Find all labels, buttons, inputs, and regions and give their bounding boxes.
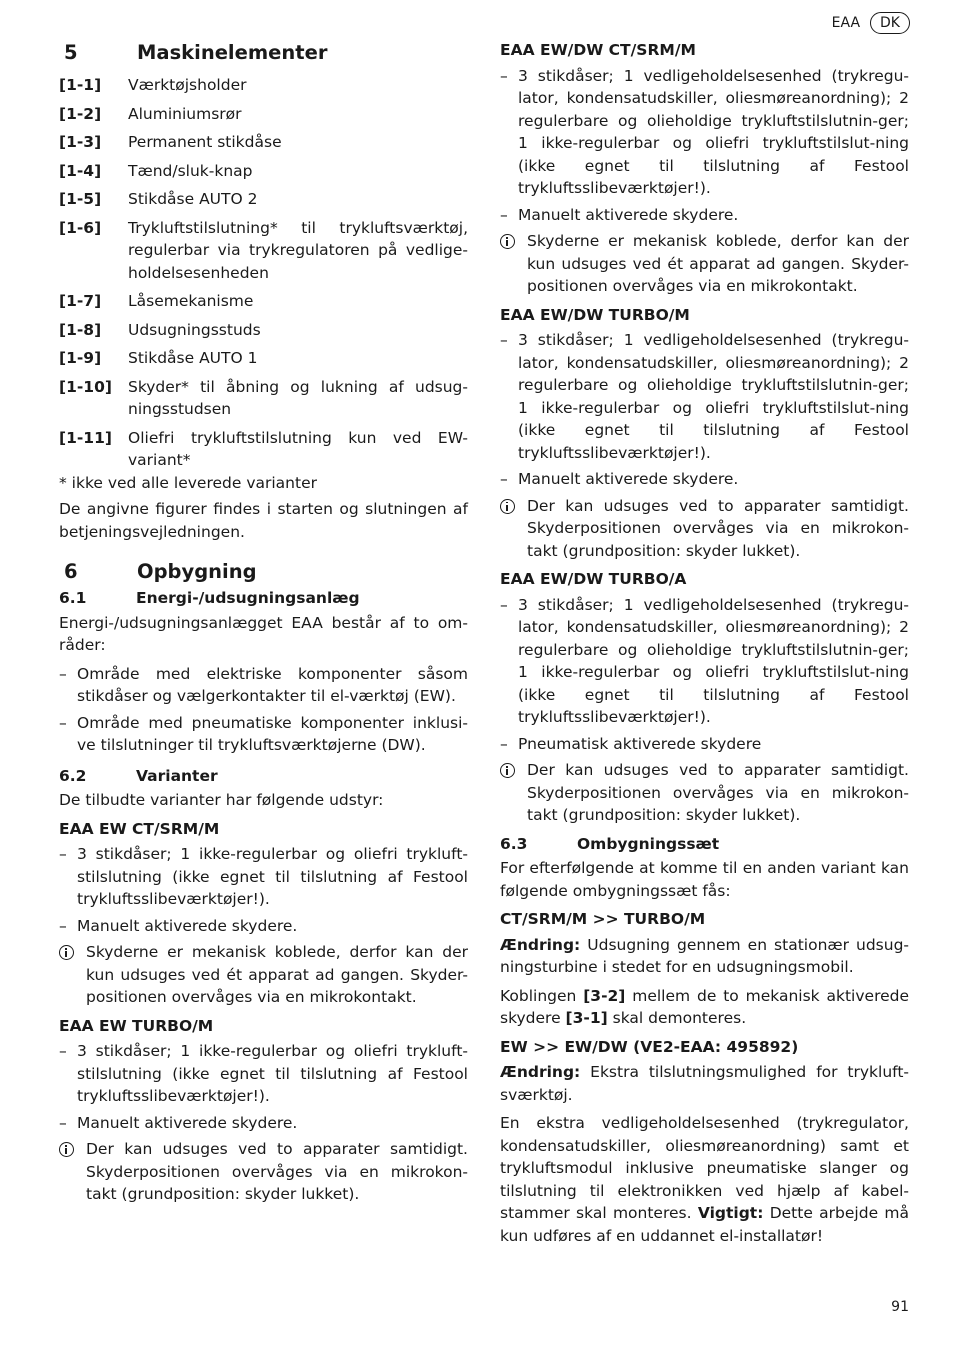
info-icon [500, 234, 515, 249]
part-item [59, 376, 468, 421]
page-number: 91 [891, 1299, 909, 1315]
section-6-heading [59, 557, 468, 587]
footnote: * ikke ved alle leverede varianter [59, 473, 317, 492]
list-item: – Område med elektriske komponenter såsom stikdåser og vælgerkontakter til el-værktøj (EW). [59, 663, 468, 708]
important-label: Vigtigt: [697, 1204, 764, 1222]
list-item: – Manuelt aktiverede skydere. [59, 1112, 468, 1135]
part-item [59, 131, 468, 154]
subsection-number: 6.2 [59, 766, 87, 785]
list-item-text: 3 stikdåser; 1 ikke-regulerbar og oliefri trykluft-stilslutning (ikke egnet til tilslutning af Festool trykluftsslibeværktøjer!). [77, 1042, 468, 1105]
subsection-6-3-heading [500, 833, 909, 856]
list-item: – 3 stikdåser; 1 vedligeholdelsesenhed (trykregu-lator, kondensatudskiller, oliesmøreanordning); 2 regulerbare og olieholdige trykluftstilslutnin-ger; 1 ikke-regulerbar og oliefri trykluftstilslut-ning (ikke egnet til tilslutning af Festool trykluftsslibeværktøjer!). [500, 329, 909, 464]
part-ref: [1-7] [59, 292, 102, 310]
part-text: Oliefri trykluftstilslutning kun ved EW-variant* [128, 428, 468, 469]
part-text: Udsugningsstuds [128, 320, 261, 339]
change-label: Ændring: [500, 935, 581, 954]
part-ref: [1-9] [59, 349, 102, 367]
variant-title: EAA EW TURBO/M [59, 1016, 214, 1035]
language-badge: DK [870, 12, 910, 34]
text-segment: skal demonteres. [607, 1009, 747, 1027]
part-text: Låsemekanisme [128, 292, 254, 310]
list-item-text: Manuelt aktiverede skydere. [518, 205, 739, 224]
part-ref: [1-3] [59, 133, 102, 151]
list-item: – Pneumatisk aktiverede skydere [500, 733, 909, 756]
page-header [832, 12, 910, 35]
left-column [59, 38, 468, 1210]
list-item: – Område med pneumatiske komponenter inklusi-ve tilslutninger til trykluftsværktøjerne (DW). [59, 712, 468, 757]
section-5-heading [59, 38, 468, 68]
part-ref: [1-10] [59, 377, 112, 396]
part-text: Tænd/sluk-knap [128, 161, 253, 180]
change-text: Udsugning gennem en stationær udsug-ningsturbine i stedet for en udsugningsmobil. [500, 935, 909, 976]
header-product: EAA [831, 15, 861, 31]
subsection-6-1-heading [59, 587, 468, 610]
list-item-text: Manuelt aktiverede skydere. [77, 916, 298, 935]
part-ref: [1-11] [59, 428, 112, 447]
figures-note: De angivne figurer findes i starten og slutningen af betjeningsvejledningen. [59, 500, 468, 541]
change-paragraph [500, 934, 909, 979]
parts-list [59, 74, 468, 472]
change-label: Ændring: [500, 1063, 581, 1081]
list-item-text: 3 stikdåser; 1 ikke-regulerbar og oliefri trykluft-stilslutning (ikke egnet til tilslutning af Festool trykluftsslibeværktøjer!). [77, 845, 468, 908]
part-text: Stikdåse AUTO 1 [128, 349, 258, 367]
part-ref: [1-5] [59, 190, 102, 208]
list-item: – Manuelt aktiverede skydere. [500, 204, 909, 227]
list-item: – 3 stikdåser; 1 vedligeholdelsesenhed (trykregu-lator, kondensatudskiller, oliesmøreanordning); 2 regulerbare og olieholdige trykluftstilslutnin-ger; 1 ikke-regulerbar og oliefri trykluftstilslut-ning (ikke egnet til tilslutning af Festool trykluftsslibeværktøjer!). [500, 65, 909, 200]
variant-title: EAA EW/DW TURBO/A [500, 570, 687, 588]
text-segment: mellem de to mekanisk aktiverede skydere [500, 986, 910, 1027]
info-note [500, 230, 909, 298]
subsection-6-2-heading [59, 765, 468, 788]
subsection-title: Ombygningssæt [577, 834, 720, 853]
info-note [59, 941, 468, 1009]
part-text: Skyder* til åbning og lukning af udsug-ningsstudsen [128, 377, 468, 418]
info-note [500, 495, 909, 563]
info-icon [500, 499, 515, 514]
list-item-text: Område med elektriske komponenter såsom stikdåser og vælgerkontakter til el-værktøj (EW). [77, 664, 468, 705]
part-text: Trykluftstilslutning* til trykluftsværktøj, regulerbar via trykregulatoren på vedlige-holdelsesenheden [128, 218, 468, 282]
part-item [59, 160, 468, 183]
subsection-number: 6.1 [59, 589, 87, 607]
part-ref: [1-6] [59, 218, 102, 237]
intro-text: Energi-/udsugningsanlægget EAA består af to om-råder: [59, 613, 468, 654]
variant-title: EAA EW/DW TURBO/M [500, 305, 690, 324]
text-segment: Dette arbejde må kun udføres af en uddannet el-installatør! [500, 1204, 909, 1245]
list-item-text: Manuelt aktiverede skydere. [518, 470, 739, 488]
list-item-text: Pneumatisk aktiverede skydere [518, 734, 762, 753]
intro-text: De tilbudte varianter har følgende udstyr: [59, 791, 384, 809]
list-item-text: 3 stikdåser; 1 vedligeholdelsesenhed (trykregu-lator, kondensatudskiller, oliesmøreanordning); 2 regulerbare og olieholdige trykluftstilslutnin-ger; 1 ikke-regulerbar og oliefri trykluftstilslut-ning (ikke egnet til tilslutning af Festool trykluftsslibeværktøjer!). [518, 66, 909, 197]
info-text: Der kan udsuges ved to apparater samtidigt. Skyderpositionen overvåges via en mikrokon-takt (grundposition: skyder lukket). [527, 496, 909, 560]
kit-title: CT/SRM/M >> TURBO/M [500, 910, 706, 928]
intro-text: For efterfølgende at komme til en anden variant kan følgende ombygningssæt fås: [500, 859, 909, 900]
subsection-title: Varianter [136, 766, 218, 785]
part-ref: [1-8] [59, 320, 102, 339]
part-item [59, 319, 468, 342]
right-column [500, 39, 909, 1253]
list-item: – 3 stikdåser; 1 vedligeholdelsesenhed (trykregu-lator, kondensatudskiller, oliesmøreanordning); 2 regulerbare og olieholdige trykluftstilslutnin-ger; 1 ikke-regulerbar og oliefri trykluftstilslut-ning (ikke egnet til tilslutning af Festool trykluftsslibeværktøjer!). [500, 594, 909, 729]
list-item: – Manuelt aktiverede skydere. [500, 468, 909, 491]
part-ref: [1-4] [59, 161, 102, 180]
list-item-text: Manuelt aktiverede skydere. [77, 1113, 298, 1132]
figure-ref: [3-1] [565, 1009, 608, 1027]
part-ref: [1-1] [59, 76, 102, 94]
part-item [59, 290, 468, 313]
coupling-paragraph [500, 985, 909, 1030]
part-item [59, 188, 468, 211]
variant-title: EAA EW CT/SRM/M [59, 819, 220, 838]
section-number: 6 [64, 560, 78, 583]
info-text: Der kan udsuges ved to apparater samtidigt. Skyderpositionen overvåges via en mikrokon-takt (grundposition: skyder lukket). [86, 1140, 468, 1203]
list-item-text: 3 stikdåser; 1 vedligeholdelsesenhed (trykregu-lator, kondensatudskiller, oliesmøreanordning); 2 regulerbare og olieholdige trykluftstilslutnin-ger; 1 ikke-regulerbar og oliefri trykluftstilslut-ning (ikke egnet til tilslutning af Festool trykluftsslibeværktøjer!). [518, 595, 909, 726]
part-text: Permanent stikdåse [128, 133, 282, 151]
part-ref: [1-2] [59, 104, 102, 123]
install-paragraph [500, 1112, 909, 1247]
part-text: Aluminiumsrør [128, 104, 242, 123]
part-item [59, 103, 468, 126]
subsection-title: Energi-/udsugningsanlæg [136, 589, 360, 607]
part-text: Stikdåse AUTO 2 [128, 190, 258, 208]
text-segment: Koblingen [500, 986, 584, 1005]
info-text: Skyderne er mekanisk koblede, derfor kan der kun udsuges ved ét apparat ad gangen. Skyder-positionen overvåges via en mikrokontakt. [527, 232, 909, 295]
part-item [59, 217, 468, 285]
info-text: Der kan udsuges ved to apparater samtidigt. Skyderpositionen overvåges via en mikrokon-takt (grundposition: skyder lukket). [527, 761, 909, 824]
list-item: – 3 stikdåser; 1 ikke-regulerbar og oliefri trykluft-stilslutning (ikke egnet til tilslutning af Festool trykluftsslibeværktøjer!). [59, 843, 468, 911]
info-text: Skyderne er mekanisk koblede, derfor kan der kun udsuges ved ét apparat ad gangen. Skyder-positionen overvåges via en mikrokontakt. [86, 943, 468, 1006]
info-icon [500, 763, 515, 778]
info-icon [59, 945, 74, 960]
list-item-text: Område med pneumatiske komponenter inklusi-ve tilslutninger til trykluftsværktøjerne (DW). [77, 713, 468, 754]
part-text: Værktøjsholder [128, 76, 247, 94]
variant-title: EAA EW/DW CT/SRM/M [500, 41, 696, 59]
figure-ref: [3-2] [583, 986, 626, 1005]
list-item: – Manuelt aktiverede skydere. [59, 915, 468, 938]
change-paragraph [500, 1061, 909, 1106]
part-item [59, 74, 468, 97]
section-title: Maskinelementer [137, 41, 328, 64]
part-item [59, 347, 468, 370]
part-item [59, 427, 468, 472]
text-segment: En ekstra vedligeholdelsesenhed (trykregulator, kondensatudskiller, oliesmøreanordning) samt et trykluftsmodul inklusive pneumatiske slanger og tilslutning til elektronikken ved hjælp af kabel-stammer skal monteres. [500, 1114, 909, 1222]
kit-title: EW >> EW/DW (VE2-EAA: 495892) [500, 1037, 799, 1056]
list-item: – 3 stikdåser; 1 ikke-regulerbar og oliefri trykluft-stilslutning (ikke egnet til tilslutning af Festool trykluftsslibeværktøjer!). [59, 1040, 468, 1108]
change-text: Ekstra tilslutningsmulighed for trykluft-sværktøj. [500, 1063, 909, 1104]
info-icon [59, 1142, 74, 1157]
section-number: 5 [64, 41, 78, 64]
section-title: Opbygning [137, 560, 257, 583]
list-item-text: 3 stikdåser; 1 vedligeholdelsesenhed (trykregu-lator, kondensatudskiller, oliesmøreanordning); 2 regulerbare og olieholdige trykluftstilslutnin-ger; 1 ikke-regulerbar og oliefri trykluftstilslut-ning (ikke egnet til tilslutning af Festool trykluftsslibeværktøjer!). [518, 331, 909, 462]
info-note [500, 759, 909, 827]
subsection-number: 6.3 [500, 834, 528, 853]
info-note [59, 1138, 468, 1206]
